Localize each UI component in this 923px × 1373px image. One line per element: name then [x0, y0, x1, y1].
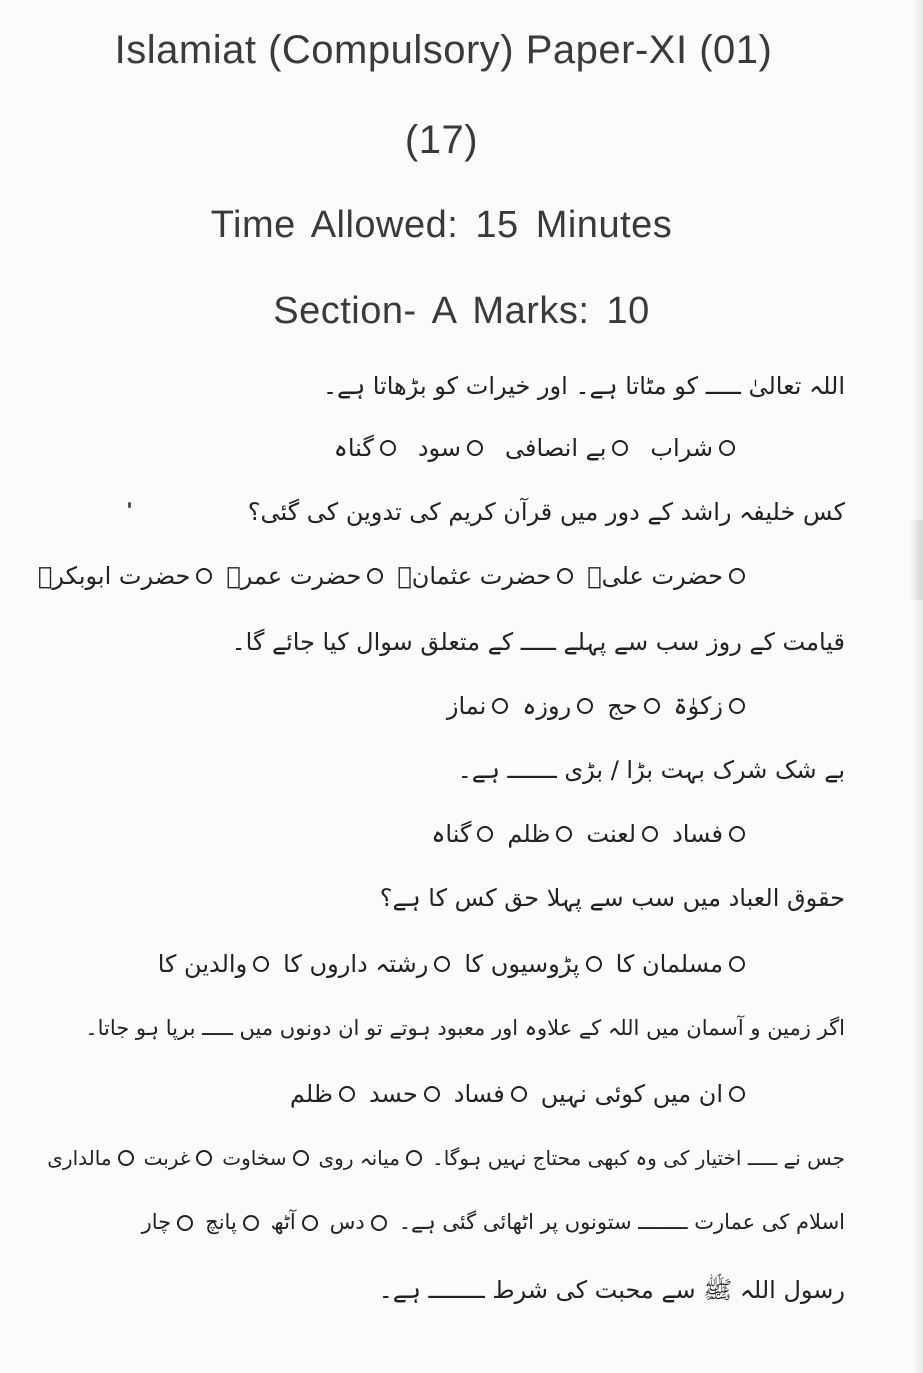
option-bubble-icon[interactable] [293, 1150, 309, 1166]
option[interactable] [431, 820, 493, 849]
question-1-options [334, 434, 735, 463]
option-bubble-icon[interactable] [477, 826, 493, 842]
question-5: حقوق العباد میں سب سے پہلا حق کس کا ہے؟ [379, 884, 845, 912]
option-label: غربت [143, 1146, 191, 1170]
question-8-line [142, 1210, 845, 1235]
option-bubble-icon[interactable] [729, 826, 745, 842]
option[interactable] [226, 562, 383, 591]
option[interactable] [205, 1210, 259, 1235]
option[interactable] [158, 950, 269, 979]
option-label: ظلم [507, 820, 551, 848]
question-8: اسلام کی عمارت ــــــــ ستونوں پر اٹھائی گئی ہے۔ [398, 1210, 845, 1234]
option[interactable] [672, 820, 745, 849]
option-label: فساد [453, 1080, 505, 1108]
option[interactable] [522, 692, 593, 721]
scan-edge-mark [909, 520, 923, 600]
option[interactable] [607, 692, 659, 721]
option-bubble-icon[interactable] [612, 440, 628, 456]
option-label: حج [607, 692, 638, 720]
option-label: لعنت [586, 820, 637, 848]
option-label: ان میں کوئی نہیں [540, 1080, 723, 1108]
option-bubble-icon[interactable] [577, 698, 593, 714]
option-label: سود [417, 434, 462, 462]
option-bubble-icon[interactable] [719, 440, 735, 456]
option[interactable] [507, 820, 572, 849]
question-4-options [431, 820, 745, 849]
question-5-options [158, 950, 745, 979]
option-label: حضرت علیؓ [587, 562, 723, 590]
question-7-line [47, 1146, 845, 1170]
option[interactable] [397, 562, 573, 591]
question-3: قیامت کے روز سب سے پہلے ـــــ کے متعلق سوال کیا جائے گا۔ [231, 628, 845, 656]
option-bubble-icon[interactable] [557, 568, 573, 584]
option-bubble-icon[interactable] [644, 698, 660, 714]
option-bubble-icon[interactable] [367, 568, 383, 584]
question-9: رسول اللہ ﷺ سے محبت کی شرط ــــــــ ہے۔ [378, 1276, 845, 1304]
option[interactable] [144, 1146, 213, 1170]
option[interactable] [674, 692, 745, 721]
option[interactable] [290, 1080, 355, 1109]
option-bubble-icon[interactable] [556, 826, 572, 842]
option-bubble-icon[interactable] [434, 956, 450, 972]
option[interactable] [222, 1146, 308, 1170]
option-bubble-icon[interactable] [642, 826, 658, 842]
option[interactable] [454, 1080, 527, 1109]
option-label: حضرت عمرؓ [226, 562, 362, 590]
option-bubble-icon[interactable] [511, 1086, 527, 1102]
question-7: جس نے ـــــ اختیار کی وہ کبھی محتاج نہیں ہوگا۔ [431, 1146, 845, 1170]
option-bubble-icon[interactable] [177, 1215, 193, 1231]
option-label: حسد [368, 1080, 418, 1108]
option[interactable] [464, 950, 601, 979]
option-bubble-icon[interactable] [196, 568, 212, 584]
scan-speck [128, 502, 131, 508]
option[interactable] [505, 434, 628, 463]
option-label: آٹھ [270, 1210, 296, 1234]
option-label: بے انصافی [505, 434, 607, 462]
option-bubble-icon[interactable] [424, 1086, 440, 1102]
option-bubble-icon[interactable] [586, 956, 602, 972]
option[interactable] [616, 950, 745, 979]
option-bubble-icon[interactable] [118, 1150, 134, 1166]
option-bubble-icon[interactable] [729, 956, 745, 972]
option[interactable] [319, 1146, 422, 1170]
option-bubble-icon[interactable] [467, 440, 483, 456]
section-marks: Section- A Marks: 10 [273, 290, 650, 332]
option[interactable] [541, 1080, 745, 1109]
option-bubble-icon[interactable] [302, 1215, 318, 1231]
option[interactable] [334, 434, 396, 463]
option[interactable] [47, 1146, 133, 1170]
option[interactable] [418, 434, 483, 463]
option[interactable] [650, 434, 735, 463]
option[interactable] [586, 820, 658, 849]
option-bubble-icon[interactable] [196, 1150, 212, 1166]
option-label: گناہ [333, 434, 374, 462]
paper-title: Islamiat (Compulsory) Paper-XI (01) [114, 28, 773, 72]
option-bubble-icon[interactable] [729, 698, 745, 714]
paper-code: (17) [404, 118, 479, 162]
option[interactable] [369, 1080, 440, 1109]
option-label: مسلمان کا [615, 950, 723, 978]
option-label: میانہ روی [318, 1146, 400, 1170]
option-label: ظلم [289, 1080, 333, 1108]
question-2-options [38, 562, 745, 591]
option-bubble-icon[interactable] [729, 568, 745, 584]
option[interactable] [447, 692, 508, 721]
option-bubble-icon[interactable] [729, 1086, 745, 1102]
question-2: کس خلیفہ راشد کے دور میں قرآن کریم کی تدوین کی گئی؟ [247, 498, 845, 526]
option-label: والدین کا [157, 950, 248, 978]
option-label: رشتہ داروں کا [283, 950, 429, 978]
option-bubble-icon[interactable] [339, 1086, 355, 1102]
option[interactable] [330, 1210, 387, 1235]
option[interactable] [38, 562, 212, 591]
option-bubble-icon[interactable] [380, 440, 396, 456]
option-label: دس [329, 1210, 365, 1234]
option[interactable] [271, 1210, 318, 1235]
option-bubble-icon[interactable] [406, 1150, 422, 1166]
option-bubble-icon[interactable] [492, 698, 508, 714]
question-3-options [447, 692, 745, 721]
scan-edge-shadow [913, 0, 923, 1373]
option-label: مالداری [47, 1146, 112, 1170]
option-label: پڑوسیوں کا [464, 950, 580, 978]
option-label: پانچ [205, 1210, 237, 1234]
option[interactable] [142, 1210, 194, 1235]
question-1: اللہ تعالیٰ ـــــ کو مٹاتا ہے۔ اور خیرات کو بڑھاتا ہے۔ [322, 372, 845, 400]
option[interactable] [283, 950, 450, 979]
option-label: شراب [650, 434, 713, 462]
question-4: بے شک شرک بہت بڑا / بڑی ـــــــ ہے۔ [457, 756, 845, 784]
option-label: حضرت عثمانؓ [397, 562, 552, 590]
question-6-options [290, 1080, 745, 1109]
option-label: گناہ [431, 820, 472, 848]
time-allowed: Time Allowed: 15 Minutes [210, 204, 673, 246]
option-bubble-icon[interactable] [243, 1215, 259, 1231]
option-label: حضرت ابوبکرؓ [37, 562, 191, 590]
option-label: زکوٰۃ [673, 692, 723, 720]
option-bubble-icon[interactable] [253, 956, 269, 972]
option[interactable] [587, 562, 745, 591]
option-label: سخاوت [222, 1146, 287, 1170]
option-label: روزہ [522, 692, 572, 720]
option-label: چار [141, 1210, 172, 1234]
option-bubble-icon[interactable] [371, 1215, 387, 1231]
option-label: فساد [672, 820, 723, 848]
option-label: نماز [446, 692, 487, 720]
question-6: اگر زمین و آسمان میں اللہ کے علاوہ اور معبود ہوتے تو ان دونوں میں ـــــ برپا ہو جاتا۔ [85, 1016, 845, 1040]
